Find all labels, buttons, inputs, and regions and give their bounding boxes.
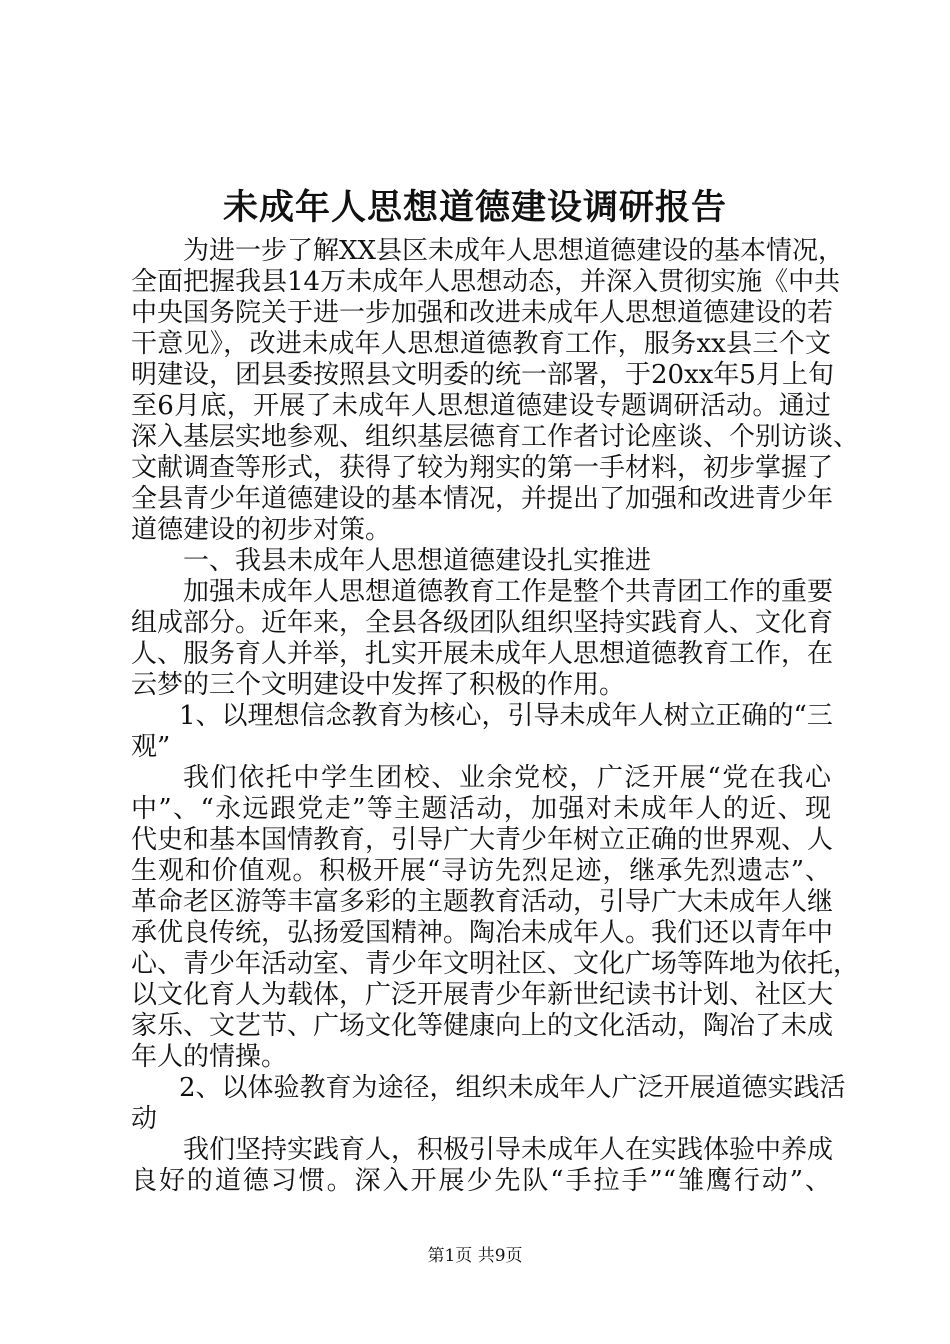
paragraph-line: 中”、“永远跟党走”等主题活动，加强对未成年人的近、现 <box>131 794 831 824</box>
paragraph-line: 全县青少年道德建设的基本情况，并提出了加强和改进青少年 <box>131 484 834 514</box>
paragraph-line: 为进一步了解XX县区未成年人思想道德建设的基本情况， <box>183 236 845 266</box>
paragraph-line: 文献调查等形式，获得了较为翔实的第一手材料，初步掌握了 <box>131 453 834 483</box>
paragraph-line: 良好的道德习惯。深入开展少先队“手拉手”“雏鹰行动”、 <box>131 1166 831 1196</box>
paragraph-line: 明建设，团县委按照县文明委的统一部署，于20xx年5月上旬 <box>131 360 834 390</box>
paragraph-line: 家乐、文艺节、广场文化等健康向上的文化活动，陶冶了未成 <box>131 1011 834 1041</box>
subsection-heading: 动 <box>131 1104 158 1134</box>
page-title: 未成年人思想道德建设调研报告 <box>222 187 727 228</box>
document-body <box>131 236 860 1197</box>
paragraph-line: 云梦的三个文明建设中发挥了积极的作用。 <box>131 670 626 700</box>
paragraph-line: 人、服务育人并举，扎实开展未成年人思想道德教育工作，在 <box>131 639 834 669</box>
paragraph-line: 全面把握我县14万未成年人思想动态，并深入贯彻实施《中共 <box>131 267 841 297</box>
paragraph-line: 年人的情操。 <box>131 1042 288 1072</box>
section-heading: 一、我县未成年人思想道德建设扎实推进 <box>183 546 652 576</box>
paragraph-line: 我们坚持实践育人，积极引导未成年人在实践体验中养成 <box>183 1135 834 1165</box>
paragraph-line: 生观和价值观。积极开展“寻访先烈足迹，继承先烈遗志”、 <box>131 856 831 886</box>
subsection-heading: 2、以体验教育为途径，组织未成年人广泛开展道德实践活 <box>179 1073 846 1103</box>
paragraph-line: 承优良传统，弘扬爱国精神。陶冶未成年人。我们还以青年中 <box>131 918 834 948</box>
paragraph-line: 革命老区游等丰富多彩的主题教育活动，引导广大未成年人继 <box>131 887 834 917</box>
paragraph-line: 中央国务院关于进一步加强和改进未成年人思想道德建设的若 <box>131 298 834 328</box>
paragraph-line: 心、青少年活动室、青少年文明社区、文化广场等阵地为依托， <box>131 949 860 979</box>
subsection-heading: 观” <box>131 732 171 762</box>
paragraph-line: 代史和基本国情教育，引导广大青少年树立正确的世界观、人 <box>131 825 834 855</box>
paragraph-line: 加强未成年人思想道德教育工作是整个共青团工作的重要 <box>183 577 834 607</box>
paragraph-line: 我们依托中学生团校、业余党校，广泛开展“党在我心 <box>183 763 831 793</box>
paragraph-line: 组成部分。近年来，全县各级团队组织坚持实践育人、文化育 <box>131 608 834 638</box>
paragraph-line: 道德建设的初步对策。 <box>131 515 392 545</box>
paragraph-line: 以文化育人为载体，广泛开展青少年新世纪读书计划、社区大 <box>131 980 834 1010</box>
paragraph-line: 深入基层实地参观、组织基层德育工作者讨论座谈、个别访谈、 <box>131 422 860 452</box>
paragraph-line: 干意见》，改进未成年人思想道德教育工作，服务xx县三个文 <box>131 329 831 359</box>
subsection-heading: 1、以理想信念教育为核心，引导未成年人树立正确的“三 <box>179 701 833 731</box>
page-number: 第1页 共9页 <box>427 1246 523 1266</box>
paragraph-line: 至6月底，开展了未成年人思想道德建设专题调研活动。通过 <box>131 391 831 421</box>
